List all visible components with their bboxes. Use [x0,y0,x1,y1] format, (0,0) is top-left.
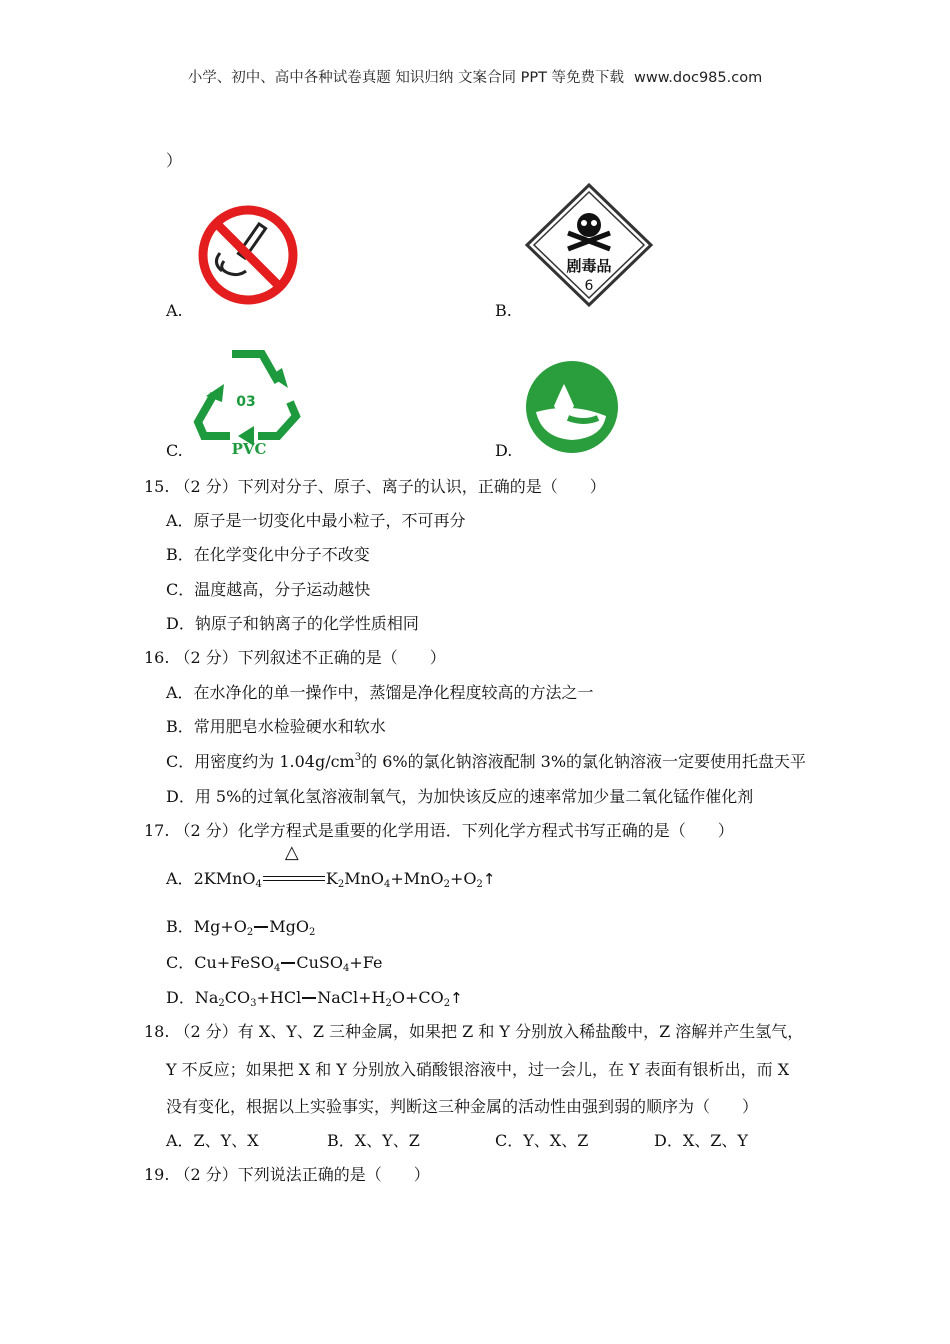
toxic-substance-sign-icon [524,183,654,307]
q14-option-d: D. [495,441,513,460]
q18-stem-line3: 没有变化，根据以上实验事实，判断这三种金属的活动性由强到弱的顺序为（ ） [166,1097,759,1116]
q18-option-c: C．Y、X、Z [495,1131,589,1150]
eq-sub: 4 [342,963,350,974]
eq-sub: 2 [443,998,451,1009]
eq-text: Mg+O [193,917,247,936]
eq-text: +HCl [256,988,302,1007]
eq-text: Cu+FeSO [194,953,274,972]
water-saving-sign-icon [524,360,620,454]
eq-sub: 2 [218,998,225,1009]
eq-dash [254,926,268,928]
no-smoking-sign-icon [194,203,302,307]
eq-text: 2KMnO [193,869,256,888]
q14-option-b: B. [495,301,512,320]
q17-d-label: D． [166,988,195,1007]
q16-stem: 16. （2 分）下列叙述不正确的是（ ） [144,648,446,667]
recycle-code: 03 [236,394,256,410]
heating-equals-sign [263,842,325,888]
eq-text: O+CO [391,988,444,1007]
eq-text: CO [224,988,251,1007]
recycle-material: PVC [231,440,267,458]
eq-sub: 2 [246,927,254,938]
q15-option-d: D．钠原子和钠离子的化学性质相同 [166,614,419,633]
q16-option-c [166,749,806,772]
q14-option-c: C. [166,441,183,460]
eq-text: +O [449,869,477,888]
q17-b-label: B． [166,917,194,936]
continued-paren: ） [166,151,183,170]
eq-text: NaCl+H [317,988,386,1007]
q16-option-a: A．在水净化的单一操作中，蒸馏是净化程度较高的方法之一 [166,683,594,702]
q17-stem: 17. （2 分）化学方程式是重要的化学用语．下列化学方程式书写正确的是（ ） [144,821,734,840]
q17-option-c [166,950,382,973]
header-text: 小学、初中、高中各种试卷真题 知识归纳 文案合同 PPT 等免费下载 [187,70,625,86]
q16-c-text-end: 的 6%的氯化钠溶液配制 3%的氯化钠溶液一定要使用托盘天平 [361,752,807,771]
q15-option-a: A．原子是一切变化中最小粒子，不可再分 [166,511,466,530]
poison-class: 6 [584,278,594,294]
q17-a-label: A． [166,869,194,888]
q18-option-d: D．X、Z、Y [654,1131,748,1150]
q18-option-a: A．Z、Y、X [166,1131,259,1150]
header-url: www.doc985.com [634,70,763,86]
q16-c-text: C．用密度约为 1.04g/cm [166,752,355,771]
eq-sub: 2 [385,998,392,1009]
eq-text: MgO [269,917,310,936]
q18-stem-line2: Y 不反应；如果把 X 和 Y 分别放入硝酸银溶液中，过一会儿，在 Y 表面有银析出，而 X [166,1060,790,1079]
eq-sub: 2 [476,879,483,890]
poison-label: 剧毒品 [566,257,612,275]
page-header [0,66,950,87]
q15-option-c: C．温度越高，分子运动越快 [166,580,371,599]
recycle-pvc-icon [192,340,302,458]
q16-option-d: D．用 5%的过氧化氢溶液制氧气，为加快该反应的速率常加少量二氧化锰作催化剂 [166,787,754,806]
heat-triangle-icon: △ [284,842,299,863]
q18-stem-line1: 18. （2 分）有 X、Y、Z 三种金属，如果把 Z 和 Y 分别放入稀盐酸中，Z 溶解并产生氢气， [144,1022,804,1041]
q17-c-label: C． [166,953,195,972]
gas-arrow-icon: ↑ [482,870,496,888]
eq-sub: 3 [250,998,257,1009]
eq-text: CuSO [296,953,343,972]
q14-option-a: A. [166,301,183,320]
gas-arrow-icon: ↑ [450,989,463,1007]
eq-sub: 2 [337,879,345,890]
eq-sub: 2 [309,927,316,938]
eq-text: Na [194,988,219,1007]
eq-sub: 2 [443,879,450,890]
eq-text: K [325,869,338,888]
eq-dash [302,997,316,999]
q15-option-b: B．在化学变化中分子不改变 [166,545,370,564]
q16-c-sup: 3 [354,752,362,763]
q18-option-b: B．X、Y、Z [327,1131,420,1150]
eq-sub: 4 [273,963,281,974]
q16-option-b: B．常用肥皂水检验硬水和软水 [166,717,386,736]
q17-option-b [166,914,315,937]
eq-text: MnO [344,869,385,888]
q17-option-d [166,985,463,1008]
eq-text: +Fe [349,953,383,972]
eq-dash [281,962,295,964]
eq-sub: 4 [255,879,262,890]
eq-text: +MnO [390,869,444,888]
q19-stem: 19. （2 分）下列说法正确的是（ ） [144,1165,430,1184]
q17-option-a [166,842,496,890]
q15-stem: 15. （2 分）下列对分子、原子、离子的认识，正确的是（ ） [144,477,606,496]
eq-sub: 4 [384,879,391,890]
